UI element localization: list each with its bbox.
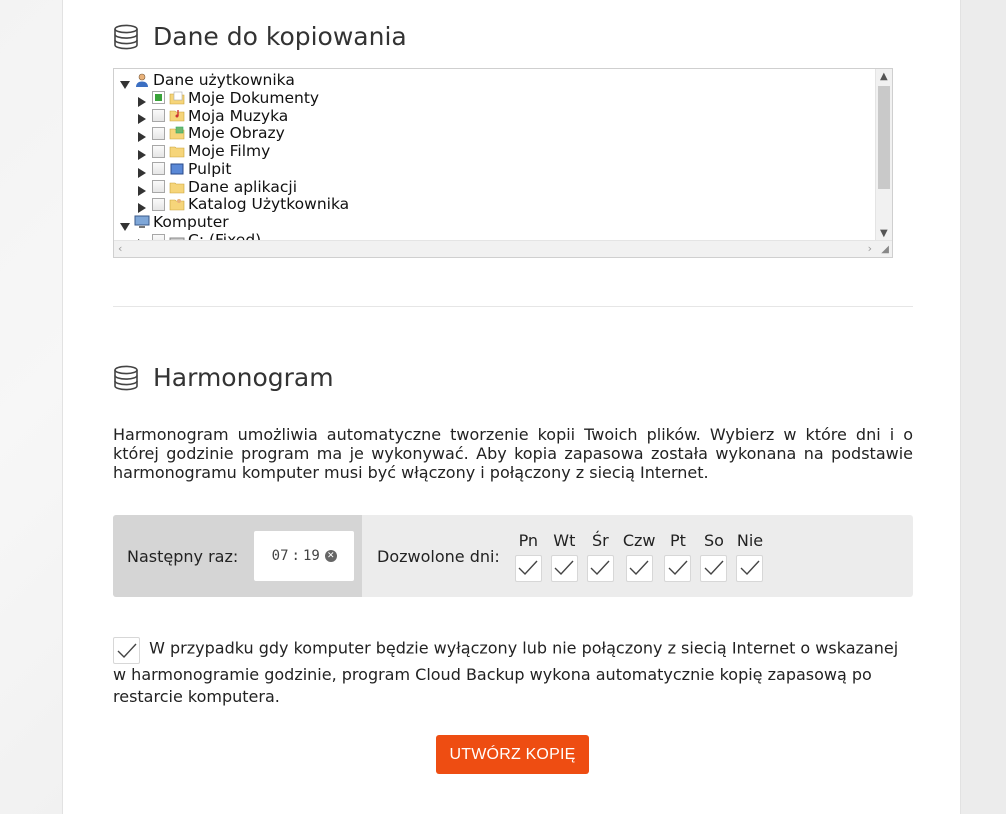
tree-item-label: Dane aplikacji [188, 177, 298, 196]
expand-down-icon[interactable] [120, 75, 130, 85]
day-checkbox[interactable] [736, 555, 763, 582]
tree-item[interactable] [114, 142, 892, 160]
day-checkbox[interactable] [664, 555, 691, 582]
next-run-label: Następny raz: [127, 546, 239, 566]
day-label: Czw [622, 530, 656, 550]
tree-item[interactable] [114, 160, 892, 178]
page-background-left [0, 0, 62, 814]
expand-down-icon[interactable] [120, 217, 130, 227]
restart-note-text: W przypadku gdy komputer będzie wyłączony lub nie połączony z siecią Internet o wskazanej w harmonogramie godzinie, program Cloud Backup wykona automatycznie kopię zapasową po restarcie komputera. [113, 638, 899, 706]
expand-right-icon[interactable] [138, 110, 148, 120]
expand-right-icon[interactable] [138, 199, 148, 209]
backup-data-tree[interactable] [113, 68, 893, 258]
day-option [736, 531, 763, 582]
next-run-section [113, 515, 362, 597]
time-hours[interactable]: 07 [271, 548, 289, 564]
day-checkbox[interactable] [700, 555, 727, 582]
tree-vertical-scrollbar[interactable] [875, 69, 892, 241]
folder-icon [169, 180, 185, 194]
scroll-right-icon[interactable]: › [867, 242, 872, 255]
scroll-left-icon[interactable]: ‹ [118, 242, 123, 255]
user-icon [134, 73, 150, 87]
day-label: Nie [736, 530, 764, 550]
tree-item-checkbox[interactable] [152, 198, 165, 211]
tree-item-checkbox[interactable] [152, 145, 165, 158]
tree-item[interactable] [114, 213, 892, 231]
day-label: Pt [670, 530, 686, 550]
restart-checkbox[interactable] [113, 637, 140, 664]
desktop-icon [169, 162, 185, 176]
expand-right-icon[interactable] [138, 164, 148, 174]
tree-item-label: Moje Dokumenty [188, 88, 320, 107]
tree-item-label: Moja Muzyka [188, 106, 289, 125]
scroll-thumb[interactable] [878, 86, 890, 189]
tree-item-label: Dane użytkownika [153, 70, 295, 89]
database-icon [113, 365, 139, 391]
checkmark-icon [739, 559, 761, 577]
time-input[interactable] [254, 531, 354, 581]
section-title-schedule [113, 363, 334, 392]
day-label: Wt [553, 530, 576, 550]
tree-item[interactable] [114, 196, 892, 214]
clear-time-icon[interactable]: ✕ [325, 550, 337, 562]
tree-item-checkbox[interactable] [152, 109, 165, 122]
checkmark-icon [703, 559, 725, 577]
database-icon [113, 24, 139, 50]
day-label: Śr [591, 530, 609, 550]
tree-item[interactable] [114, 71, 892, 89]
day-label: Pn [518, 530, 539, 550]
tree-item-label: Katalog Użytkownika [188, 195, 350, 214]
section-title-data-label: Dane do kopiowania [153, 22, 407, 51]
tree-horizontal-scrollbar[interactable] [114, 240, 892, 257]
documents-folder-icon [169, 91, 185, 105]
create-backup-button[interactable]: UTWÓRZ KOPIĘ [436, 735, 589, 774]
tree-item-checkbox[interactable] [152, 127, 165, 140]
checkmark-icon [553, 559, 575, 577]
user-folder-icon [169, 197, 185, 211]
day-checkbox[interactable] [515, 555, 542, 582]
tree-item-checkbox[interactable] [152, 162, 165, 175]
scroll-up-icon[interactable]: ▲ [880, 71, 888, 82]
time-minutes[interactable]: 19 [302, 548, 320, 564]
scroll-down-icon[interactable]: ▼ [880, 228, 888, 239]
section-divider [113, 306, 913, 307]
expand-right-icon[interactable] [138, 182, 148, 192]
tree-rows [114, 69, 892, 249]
page-background-right [961, 0, 1006, 814]
tree-item[interactable] [114, 107, 892, 125]
tree-item[interactable] [114, 124, 892, 142]
tree-item-label: Moje Obrazy [188, 124, 285, 143]
checkmark-icon [628, 559, 650, 577]
day-checkboxes [506, 531, 764, 582]
time-separator: : [291, 548, 300, 564]
day-checkbox[interactable] [587, 555, 614, 582]
checkmark-icon [589, 559, 611, 577]
checkmark-icon [667, 559, 689, 577]
allowed-days-label: Dozwolone dni: [377, 546, 500, 566]
restart-note [113, 637, 903, 708]
expand-right-icon[interactable] [138, 128, 148, 138]
day-label: So [704, 530, 724, 550]
tree-item[interactable] [114, 178, 892, 196]
expand-right-icon[interactable] [138, 146, 148, 156]
day-option [623, 531, 656, 582]
day-option [700, 531, 727, 582]
allowed-days-section [362, 515, 763, 597]
pictures-folder-icon [169, 126, 185, 140]
checkmark-icon [517, 559, 539, 577]
expand-right-icon[interactable] [138, 93, 148, 103]
tree-item[interactable] [114, 89, 892, 107]
day-option [664, 531, 691, 582]
day-checkbox[interactable] [626, 555, 653, 582]
folder-icon [169, 144, 185, 158]
day-option [551, 531, 578, 582]
music-folder-icon [169, 108, 185, 122]
checkmark-icon [116, 642, 138, 660]
computer-icon [134, 215, 150, 229]
tree-item-label: Komputer [153, 213, 229, 232]
day-option [515, 531, 542, 582]
section-title-data [113, 22, 407, 51]
tree-item-label: Pulpit [188, 159, 232, 178]
tree-item-checkbox[interactable] [152, 91, 165, 104]
resize-grip-icon[interactable]: ◢ [881, 244, 889, 255]
section-title-schedule-label: Harmonogram [153, 363, 334, 392]
day-checkbox[interactable] [551, 555, 578, 582]
day-option [587, 531, 614, 582]
tree-item-checkbox[interactable] [152, 180, 165, 193]
schedule-description: Harmonogram umożliwia automatyczne tworzenie kopii Twoich plików. Wybierz w które dni i o której godzinie program ma je wykonywać. Aby kopia zapasowa została wykonana na podstawie harmonogramu komputer musi być włączony i połączony z siecią Internet. [113, 425, 913, 482]
content-panel [62, 0, 961, 814]
tree-item-label: Moje Filmy [188, 142, 271, 161]
schedule-panel [113, 515, 913, 597]
